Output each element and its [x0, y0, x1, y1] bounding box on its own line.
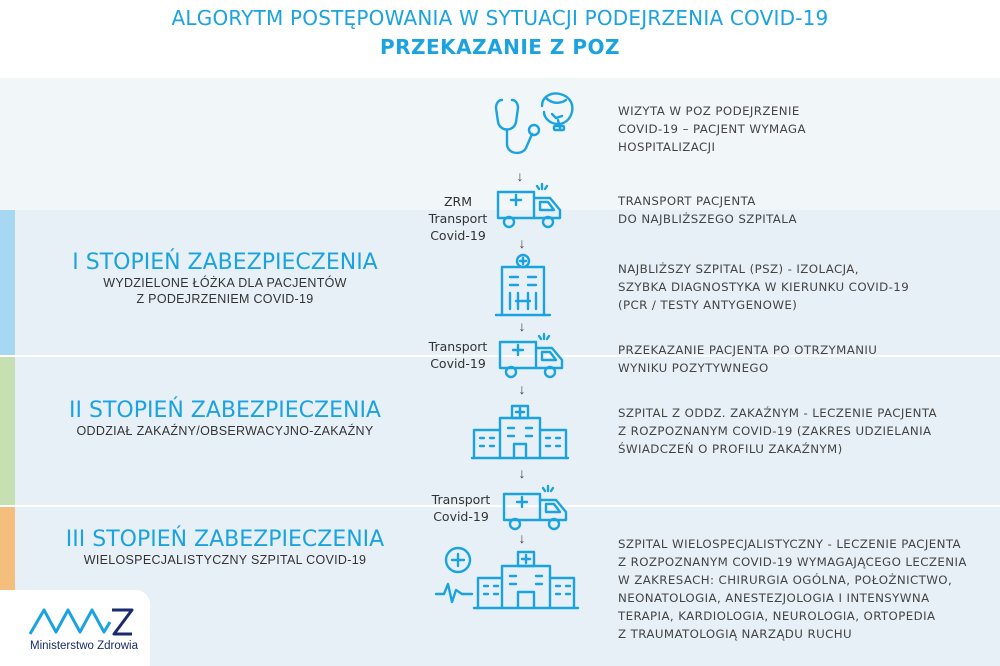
step-6-text: SZPITAL WIELOSPECJALISTYCZNY - LECZENIE PACJENTA Z ROZPOZNANYM COVID-19 WYMAGAJĄCEGO LECZENIA W ZAKRESACH: CHIRURGIA OGÓLNA, POŁOŻNICTWO, NEONATOLOGIA, ANESTEZJOLOGIA I INTENSYWNA TERAPIA, KARDIOLOGIA, NEUROLOGIA, ORTOPEDIA Z TRAUMATOLOGIĄ NARZĄDU RUCHU: [618, 537, 967, 641]
stage-2-title: II STOPIEŃ ZABEZPIECZENIA: [69, 398, 381, 423]
flow-arrow: ↓: [518, 235, 526, 251]
stage-2-subtitle: ODDZIAŁ ZAKAŹNY/OBSERWACYJNO-ZAKAŹNY: [76, 424, 374, 438]
stage-1-stripe: [0, 210, 15, 355]
stage-2-block: [15, 398, 435, 439]
page-subtitle: PRZEKAZANIE Z POZ: [379, 35, 621, 59]
ministry-logo-icon: [28, 602, 138, 638]
transport-label-2: Transport Covid-19: [428, 339, 488, 371]
hospital-wide-icon: [470, 404, 570, 460]
ambulance-icon: [494, 180, 568, 232]
ambulance-icon: [496, 330, 570, 382]
hospital-tower-icon: [494, 253, 552, 317]
stage-1-subtitle: WYDZIELONE ŁÓŻKA DLA PACJENTÓW Z PODEJRZENIEM COVID-19: [103, 276, 347, 306]
stage-3-subtitle: WIELOSPECJALISTYCZNY SZPITAL COVID-19: [83, 553, 367, 567]
step-5-text: SZPITAL Z ODDZ. ZAKAŹNYM - LECZENIE PACJENTA Z ROZPOZNANYM COVID-19 (ZAKRES UDZIELANIA ŚWIADCZEŃ O PROFILU ZAKAŹNYM): [618, 406, 937, 456]
stage-1-title: I STOPIEŃ ZABEZPIECZENIA: [72, 250, 378, 275]
hospital-complex-icon: [432, 544, 582, 612]
flow-arrow: ↓: [518, 530, 526, 546]
transport-label-zrm: ZRM Transport Covid-19: [428, 194, 488, 243]
step-2-text: TRANSPORT PACJENTA DO NAJBLIŻSZEGO SZPITALA: [618, 194, 797, 226]
step-1-text: WIZYTA W POZ PODEJRZENIE COVID-19 – PACJENT WYMAGA HOSPITALIZACJI: [618, 104, 806, 154]
flow-arrow: ↓: [518, 465, 526, 481]
ambulance-icon: [500, 482, 574, 534]
stage-3-block: [15, 527, 435, 568]
logo-text: Ministerstwo Zdrowia: [30, 640, 138, 652]
flow-arrow: ↓: [518, 318, 526, 334]
stage-2-stripe: [0, 357, 15, 505]
transport-label-3: Transport Covid-19: [431, 492, 491, 524]
stethoscope-patient-icon: [492, 88, 584, 162]
step-4-text: PRZEKAZANIE PACJENTA PO OTRZYMANIU WYNIKU POZYTYWNEGO: [618, 343, 878, 375]
flow-arrow: ↓: [518, 381, 526, 397]
step-3-text: NAJBLIŻSZY SZPITAL (PSZ) - IZOLACJA, SZYBKA DIAGNOSTYKA W KIERUNKU COVID-19 (PCR / TESTY ANTYGENOWE): [618, 262, 910, 312]
page-title: ALGORYTM POSTĘPOWANIA W SYTUACJI PODEJRZENIA COVID-19: [171, 6, 829, 30]
stage-1-block: [15, 250, 435, 307]
flow-arrow: ↓: [516, 168, 524, 184]
stage-3-title: III STOPIEŃ ZABEZPIECZENIA: [65, 527, 385, 552]
